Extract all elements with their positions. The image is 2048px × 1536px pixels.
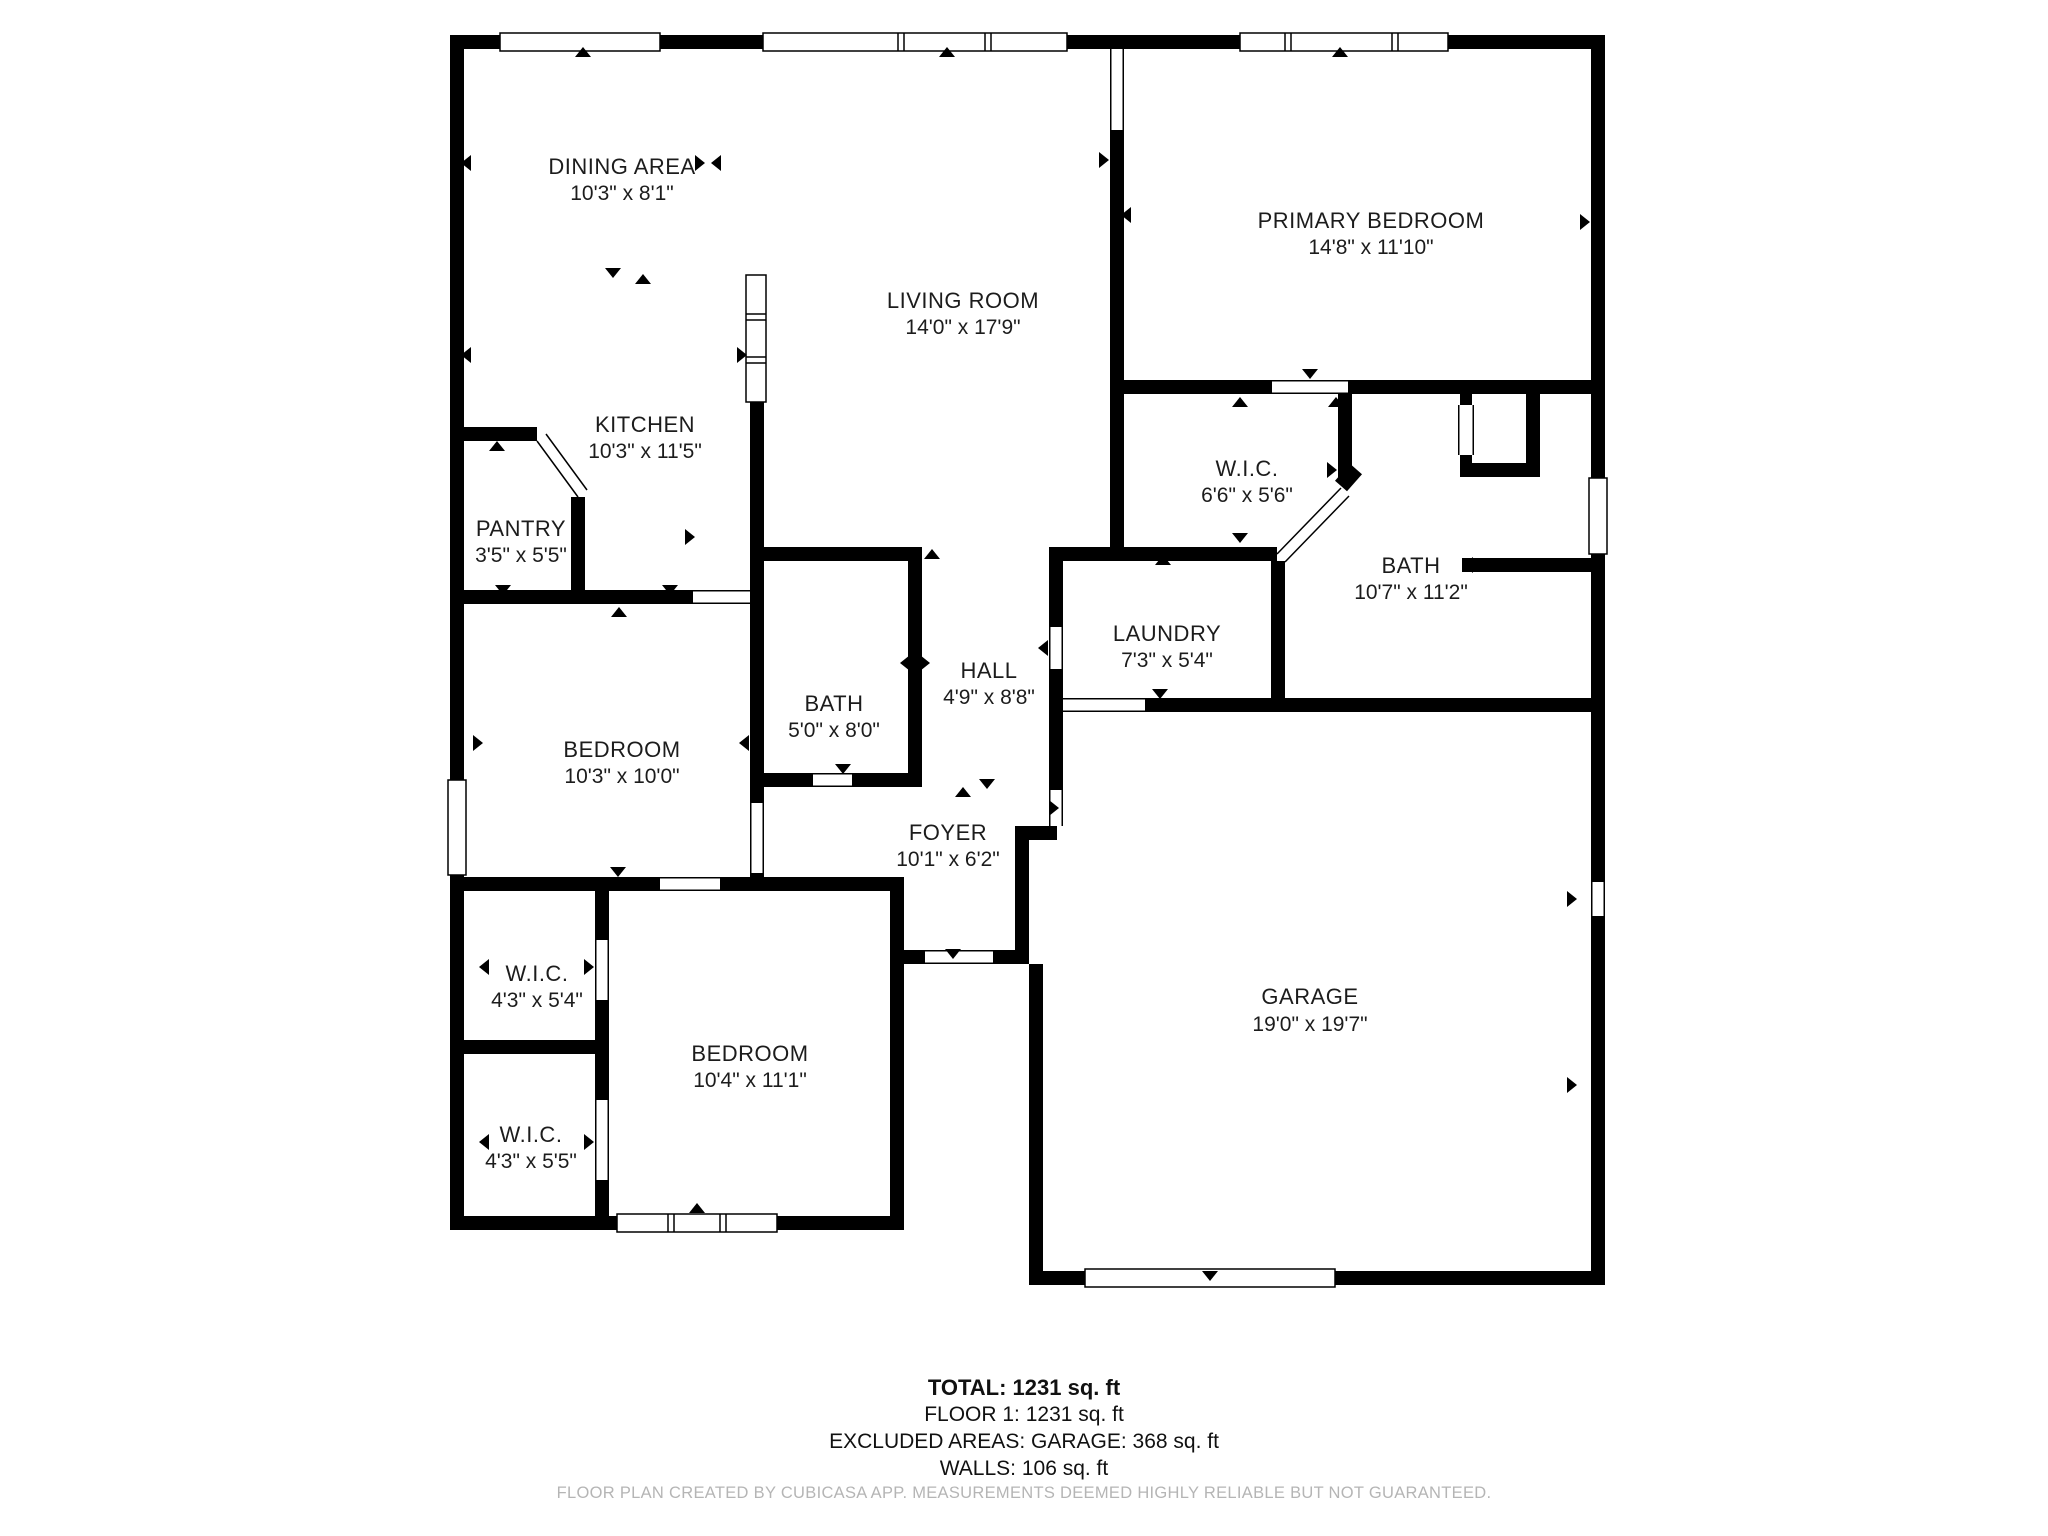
- opening-marker-icon: [489, 441, 505, 451]
- door-opening: [925, 950, 993, 964]
- wall: [764, 547, 922, 561]
- wall-diagonal: [1341, 469, 1356, 486]
- opening-marker-icon: [955, 787, 971, 797]
- opening-marker-icon: [1327, 462, 1337, 478]
- room-dims-pantry: 3'5" x 5'5": [475, 544, 567, 567]
- opening-marker-icon: [695, 155, 705, 171]
- wall: [1015, 840, 1029, 950]
- wall: [1049, 561, 1063, 790]
- opening-marker-icon: [835, 764, 851, 774]
- room-dims-wic66: 6'6" x 5'6": [1201, 484, 1293, 507]
- wall: [1462, 558, 1591, 572]
- door-leaf-line: [1285, 496, 1349, 562]
- opening-marker-icon: [635, 274, 651, 284]
- room-dims-wic55: 4'3" x 5'5": [485, 1150, 577, 1173]
- room-dims-hall: 4'9" x 8'8": [943, 686, 1035, 709]
- summary-walls: WALLS: 106 sq. ft: [939, 1457, 1109, 1480]
- opening-marker-icon: [1232, 397, 1248, 407]
- wall: [1591, 35, 1605, 1285]
- opening-marker-icon: [920, 655, 930, 671]
- disclaimer-text: FLOOR PLAN CREATED BY CUBICASA APP. MEASUREMENTS DEEMED HIGHLY RELIABLE BUT NOT GUARANTEED.: [556, 1484, 1492, 1502]
- wall: [890, 891, 904, 1216]
- wall: [1462, 463, 1540, 477]
- room-dims-bath50: 5'0" x 8'0": [788, 719, 880, 742]
- opening-marker-icon: [1567, 1077, 1577, 1093]
- wall: [571, 497, 585, 590]
- door-opening: [1063, 698, 1145, 712]
- door-opening: [595, 940, 609, 1000]
- room-label-primary: PRIMARY BEDROOM: [1257, 208, 1485, 233]
- room-label-pantry: PANTRY: [475, 516, 567, 541]
- window: [1240, 33, 1448, 51]
- opening-marker-icon: [1580, 214, 1590, 230]
- room-label-wic66: W.I.C.: [1215, 456, 1279, 481]
- room-label-wic54: W.I.C.: [505, 961, 569, 986]
- door-opening: [1458, 405, 1474, 455]
- room-dims-laundry: 7'3" x 5'4": [1121, 649, 1213, 672]
- room-dims-living: 14'0" x 17'9": [905, 316, 1021, 339]
- opening-marker-icon: [1038, 640, 1048, 656]
- window: [448, 780, 466, 875]
- room-label-laundry: LAUNDRY: [1112, 621, 1222, 646]
- wall: [450, 35, 464, 1230]
- opening-marker-icon: [1152, 689, 1168, 699]
- opening-marker-icon: [605, 268, 621, 278]
- window: [1589, 478, 1607, 554]
- opening-marker-icon: [685, 529, 695, 545]
- summary-excluded: EXCLUDED AREAS: GARAGE: 368 sq. ft: [829, 1430, 1219, 1453]
- room-dims-bath107: 10'7" x 11'2": [1354, 581, 1468, 604]
- wall: [1029, 964, 1043, 1271]
- opening-marker-icon: [584, 959, 594, 975]
- room-dims-primary: 14'8" x 11'10": [1308, 236, 1434, 259]
- room-label-foyer: FOYER: [908, 820, 988, 845]
- wall: [1145, 698, 1605, 712]
- room-label-bath107: BATH: [1381, 553, 1441, 578]
- wall: [1015, 826, 1057, 840]
- opening-marker-icon: [479, 959, 489, 975]
- opening-marker-icon: [1099, 152, 1109, 168]
- opening-marker-icon: [479, 1134, 489, 1150]
- door-opening: [1049, 627, 1063, 669]
- room-label-kitchen: KITCHEN: [594, 412, 696, 437]
- door-opening: [1272, 380, 1348, 394]
- opening-marker-icon: [689, 1203, 705, 1213]
- room-dims-foyer: 10'1" x 6'2": [896, 848, 1000, 871]
- opening-marker-icon: [611, 607, 627, 617]
- opening-marker-icon: [1232, 533, 1248, 543]
- window: [763, 33, 1067, 51]
- room-label-dining: DINING AREA: [548, 154, 696, 179]
- room-dims-kitchen: 10'3" x 11'5": [588, 440, 702, 463]
- door-opening: [693, 590, 750, 604]
- door-opening: [660, 877, 720, 891]
- room-label-wic55: W.I.C.: [499, 1122, 563, 1147]
- opening-marker-icon: [711, 155, 721, 171]
- wall: [464, 427, 537, 441]
- window: [746, 275, 766, 402]
- door-opening: [750, 803, 764, 873]
- opening-marker-icon: [900, 655, 910, 671]
- door-opening: [1110, 49, 1124, 130]
- room-dims-garage: 19'0" x 19'7": [1252, 1013, 1368, 1036]
- room-dims-wic54: 4'3" x 5'4": [491, 989, 583, 1012]
- room-label-living: LIVING ROOM: [886, 288, 1040, 313]
- room-dims-dining: 10'3" x 8'1": [570, 182, 674, 205]
- summary-floor: FLOOR 1: 1231 sq. ft: [924, 1403, 1124, 1426]
- door-opening: [595, 1100, 609, 1180]
- area-summary: [0, 1374, 2048, 1482]
- wall: [464, 1040, 609, 1054]
- room-label-garage: GARAGE: [1261, 984, 1359, 1009]
- opening-marker-icon: [610, 867, 626, 877]
- opening-marker-icon: [979, 779, 995, 789]
- door-opening: [1591, 882, 1605, 916]
- wall: [1124, 380, 1605, 394]
- wall: [908, 561, 922, 787]
- room-dims-bedroom1: 10'3" x 10'0": [564, 765, 680, 788]
- opening-marker-icon: [584, 1134, 594, 1150]
- opening-marker-icon: [924, 549, 940, 559]
- opening-marker-icon: [739, 735, 749, 751]
- summary-total: TOTAL: 1231 sq. ft: [927, 1375, 1121, 1400]
- window: [617, 1214, 777, 1232]
- door-opening: [813, 773, 852, 787]
- room-label-hall: HALL: [960, 658, 1018, 683]
- opening-marker-icon: [1302, 369, 1318, 379]
- opening-marker-icon: [473, 735, 483, 751]
- opening-marker-icon: [1567, 891, 1577, 907]
- room-label-bedroom1: BEDROOM: [563, 737, 681, 762]
- room-label-bath50: BATH: [804, 691, 864, 716]
- room-dims-bedroom2: 10'4" x 11'1": [693, 1069, 807, 1092]
- window: [500, 33, 660, 51]
- room-label-bedroom2: BEDROOM: [691, 1041, 809, 1066]
